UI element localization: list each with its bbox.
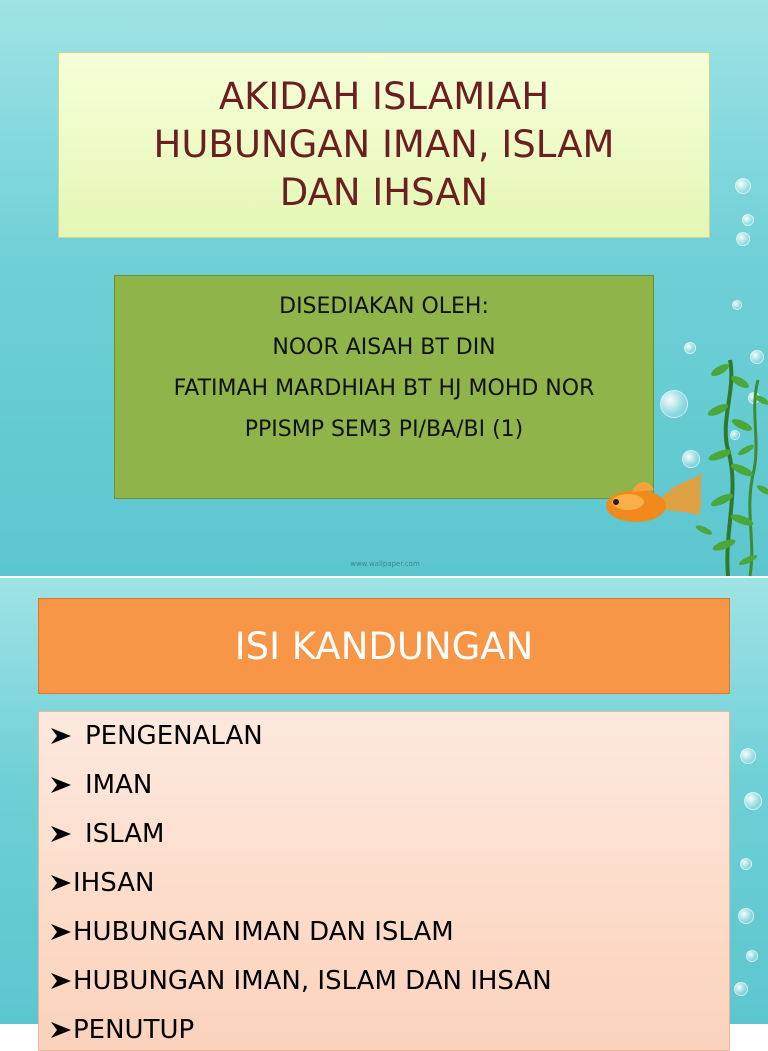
list-item-label: IMAN xyxy=(85,770,153,800)
bubble-icon xyxy=(735,178,751,194)
goldfish-icon xyxy=(598,470,708,540)
list-item-label: PENUTUP xyxy=(73,1015,195,1045)
list-item xyxy=(49,863,154,903)
list-item xyxy=(49,814,164,854)
bubble-icon xyxy=(734,982,748,996)
toc-title: ISI KANDUNGAN xyxy=(234,624,534,668)
list-item-label: HUBUNGAN IMAN, ISLAM DAN IHSAN xyxy=(73,966,552,996)
list-item xyxy=(49,961,552,1001)
title-line: DAN IHSAN xyxy=(279,171,489,214)
list-item xyxy=(49,716,263,756)
arrow-bullet-icon xyxy=(49,775,73,795)
bubble-icon xyxy=(746,950,758,962)
author-box xyxy=(114,275,654,499)
author-line: NOOR AISAH BT DIN xyxy=(272,335,496,360)
list-item-label: PENGENALAN xyxy=(85,721,263,751)
author-line: PPISMP SEM3 PI/BA/BI (1) xyxy=(244,417,524,442)
arrow-bullet-icon xyxy=(49,726,73,746)
bubble-icon xyxy=(732,300,742,310)
bubble-icon xyxy=(736,232,750,246)
arrow-bullet-icon xyxy=(49,922,73,942)
author-line: FATIMAH MARDHIAH BT HJ MOHD NOR xyxy=(173,376,595,401)
arrow-bullet-icon xyxy=(49,873,73,893)
bubble-icon xyxy=(740,858,752,870)
list-item-label: IHSAN xyxy=(73,868,155,898)
title-box xyxy=(58,52,710,238)
bubble-icon xyxy=(740,748,756,764)
watermark: www.wallpaper.com xyxy=(350,560,420,568)
list-item xyxy=(49,765,152,805)
toc-header xyxy=(38,598,730,694)
list-item xyxy=(49,1010,194,1050)
author-line: DISEDIAKAN OLEH: xyxy=(279,294,489,319)
bubble-icon xyxy=(744,792,762,810)
title-line: AKIDAH ISLAMIAH xyxy=(218,75,550,118)
slide-contents xyxy=(0,578,768,1045)
list-item-label: ISLAM xyxy=(85,819,165,849)
list-item-label: HUBUNGAN IMAN DAN ISLAM xyxy=(73,917,454,947)
toc-list xyxy=(38,711,730,1051)
list-item xyxy=(49,912,454,952)
arrow-bullet-icon xyxy=(49,971,73,991)
arrow-bullet-icon xyxy=(49,824,73,844)
bubble-icon xyxy=(738,908,754,924)
bubble-icon xyxy=(742,214,754,226)
title-line: HUBUNGAN IMAN, ISLAM xyxy=(153,123,615,166)
arrow-bullet-icon xyxy=(49,1020,73,1040)
